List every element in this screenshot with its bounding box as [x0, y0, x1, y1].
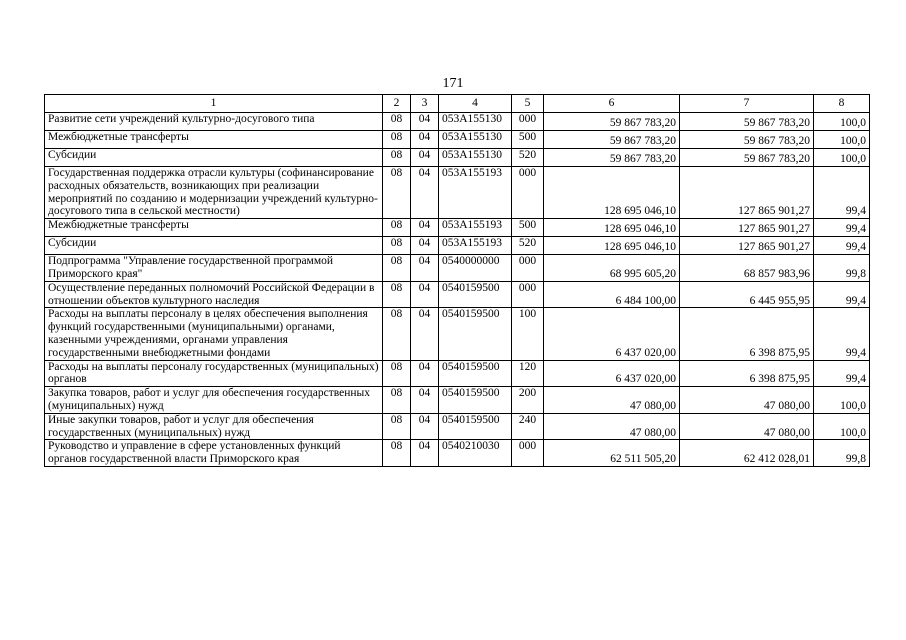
table-row	[45, 149, 870, 167]
column-header: 8	[814, 95, 870, 113]
planned-amount-cell: 6 437 020,00	[544, 360, 680, 387]
table-row	[45, 219, 870, 237]
target-article-cell: 0540159500	[439, 308, 512, 360]
table-row	[45, 113, 870, 131]
expense-type-cell: 100	[512, 308, 544, 360]
row-name-cell: Субсидии	[45, 237, 383, 255]
planned-amount-cell: 47 080,00	[544, 413, 680, 440]
target-article-cell: 053A155193	[439, 237, 512, 255]
row-name-cell: Закупка товаров, работ и услуг для обеспечения государственных (муниципальных) нужд	[45, 387, 383, 414]
planned-amount-cell: 47 080,00	[544, 387, 680, 414]
executed-amount-cell: 68 857 983,96	[680, 255, 814, 282]
expense-type-cell: 000	[512, 113, 544, 131]
executed-amount-cell: 59 867 783,20	[680, 113, 814, 131]
section-code-cell: 08	[383, 308, 411, 360]
section-code-cell: 08	[383, 113, 411, 131]
table-row	[45, 360, 870, 387]
page-number: 171	[442, 76, 464, 91]
subsection-code-cell: 04	[411, 255, 439, 282]
planned-amount-cell: 59 867 783,20	[544, 113, 680, 131]
executed-amount-cell: 6 398 875,95	[680, 360, 814, 387]
column-header: 5	[512, 95, 544, 113]
execution-percent-cell: 99,8	[814, 255, 870, 282]
execution-percent-cell: 99,8	[814, 440, 870, 467]
target-article-cell: 0540159500	[439, 413, 512, 440]
target-article-cell: 0540159500	[439, 281, 512, 308]
section-code-cell: 08	[383, 255, 411, 282]
execution-percent-cell: 99,4	[814, 281, 870, 308]
row-name-cell: Иные закупки товаров, работ и услуг для обеспечения государственных (муниципальных) нужд	[45, 413, 383, 440]
row-name-cell: Осуществление переданных полномочий Российской Федерации в отношении объектов культурного наследия	[45, 281, 383, 308]
column-header: 3	[411, 95, 439, 113]
target-article-cell: 0540159500	[439, 360, 512, 387]
column-header: 2	[383, 95, 411, 113]
expense-type-cell: 200	[512, 387, 544, 414]
execution-percent-cell: 99,4	[814, 308, 870, 360]
section-code-cell: 08	[383, 360, 411, 387]
execution-percent-cell: 99,4	[814, 360, 870, 387]
table-row	[45, 308, 870, 360]
execution-percent-cell: 100,0	[814, 149, 870, 167]
planned-amount-cell: 128 695 046,10	[544, 219, 680, 237]
subsection-code-cell: 04	[411, 131, 439, 149]
execution-percent-cell: 99,4	[814, 237, 870, 255]
expense-type-cell: 500	[512, 219, 544, 237]
row-name-cell: Расходы на выплаты персоналу государственных (муниципальных) органов	[45, 360, 383, 387]
executed-amount-cell: 59 867 783,20	[680, 131, 814, 149]
planned-amount-cell: 6 437 020,00	[544, 308, 680, 360]
expense-type-cell: 120	[512, 360, 544, 387]
subsection-code-cell: 04	[411, 360, 439, 387]
row-name-cell: Межбюджетные трансферты	[45, 131, 383, 149]
section-code-cell: 08	[383, 281, 411, 308]
executed-amount-cell: 47 080,00	[680, 387, 814, 414]
executed-amount-cell: 127 865 901,27	[680, 219, 814, 237]
subsection-code-cell: 04	[411, 219, 439, 237]
planned-amount-cell: 59 867 783,20	[544, 149, 680, 167]
row-name-cell: Развитие сети учреждений культурно-досугового типа	[45, 113, 383, 131]
subsection-code-cell: 04	[411, 167, 439, 219]
executed-amount-cell: 6 445 955,95	[680, 281, 814, 308]
expense-type-cell: 000	[512, 255, 544, 282]
execution-percent-cell: 100,0	[814, 413, 870, 440]
target-article-cell: 053A155193	[439, 219, 512, 237]
column-header: 4	[439, 95, 512, 113]
expense-type-cell: 520	[512, 149, 544, 167]
table-row	[45, 281, 870, 308]
executed-amount-cell: 6 398 875,95	[680, 308, 814, 360]
target-article-cell: 0540210030	[439, 440, 512, 467]
target-article-cell: 053A155130	[439, 131, 512, 149]
table-row	[45, 440, 870, 467]
row-name-cell: Межбюджетные трансферты	[45, 219, 383, 237]
subsection-code-cell: 04	[411, 387, 439, 414]
executed-amount-cell: 59 867 783,20	[680, 149, 814, 167]
executed-amount-cell: 62 412 028,01	[680, 440, 814, 467]
column-header: 7	[680, 95, 814, 113]
subsection-code-cell: 04	[411, 113, 439, 131]
planned-amount-cell: 68 995 605,20	[544, 255, 680, 282]
expense-type-cell: 500	[512, 131, 544, 149]
row-name-cell: Подпрограмма "Управление государственной программой Приморского края"	[45, 255, 383, 282]
execution-percent-cell: 100,0	[814, 131, 870, 149]
expense-type-cell: 520	[512, 237, 544, 255]
planned-amount-cell: 128 695 046,10	[544, 237, 680, 255]
table-row	[45, 237, 870, 255]
subsection-code-cell: 04	[411, 237, 439, 255]
section-code-cell: 08	[383, 149, 411, 167]
execution-percent-cell: 100,0	[814, 387, 870, 414]
table-row	[45, 413, 870, 440]
executed-amount-cell: 127 865 901,27	[680, 237, 814, 255]
expense-type-cell: 240	[512, 413, 544, 440]
table-row	[45, 255, 870, 282]
subsection-code-cell: 04	[411, 149, 439, 167]
table-row	[45, 167, 870, 219]
header-row	[45, 95, 870, 113]
section-code-cell: 08	[383, 131, 411, 149]
section-code-cell: 08	[383, 167, 411, 219]
target-article-cell: 0540159500	[439, 387, 512, 414]
row-name-cell: Расходы на выплаты персоналу в целях обеспечения выполнения функций государственными (муниципальными) органами, казенными учреждениями, органами управления государственными внебюджетными фондами	[45, 308, 383, 360]
execution-percent-cell: 99,4	[814, 219, 870, 237]
target-article-cell: 053A155130	[439, 113, 512, 131]
row-name-cell: Субсидии	[45, 149, 383, 167]
row-name-cell: Руководство и управление в сфере установленных функций органов государственной власти Приморского края	[45, 440, 383, 467]
expense-type-cell: 000	[512, 440, 544, 467]
section-code-cell: 08	[383, 387, 411, 414]
execution-percent-cell: 99,4	[814, 167, 870, 219]
execution-percent-cell: 100,0	[814, 113, 870, 131]
expense-type-cell: 000	[512, 281, 544, 308]
subsection-code-cell: 04	[411, 281, 439, 308]
executed-amount-cell: 127 865 901,27	[680, 167, 814, 219]
table-row	[45, 387, 870, 414]
column-header: 1	[45, 95, 383, 113]
section-code-cell: 08	[383, 440, 411, 467]
subsection-code-cell: 04	[411, 440, 439, 467]
target-article-cell: 053A155130	[439, 149, 512, 167]
planned-amount-cell: 6 484 100,00	[544, 281, 680, 308]
row-name-cell: Государственная поддержка отрасли культуры (софинансирование расходных обязательств, возникающих при реализации мероприятий по созданию и модернизации учреждений культурно-досугового типа в сельской местности)	[45, 167, 383, 219]
planned-amount-cell: 62 511 505,20	[544, 440, 680, 467]
target-article-cell: 0540000000	[439, 255, 512, 282]
target-article-cell: 053A155193	[439, 167, 512, 219]
expense-type-cell: 000	[512, 167, 544, 219]
executed-amount-cell: 47 080,00	[680, 413, 814, 440]
subsection-code-cell: 04	[411, 308, 439, 360]
subsection-code-cell: 04	[411, 413, 439, 440]
budget-table	[44, 94, 870, 467]
section-code-cell: 08	[383, 237, 411, 255]
column-header: 6	[544, 95, 680, 113]
section-code-cell: 08	[383, 413, 411, 440]
section-code-cell: 08	[383, 219, 411, 237]
table-row	[45, 131, 870, 149]
planned-amount-cell: 128 695 046,10	[544, 167, 680, 219]
planned-amount-cell: 59 867 783,20	[544, 131, 680, 149]
